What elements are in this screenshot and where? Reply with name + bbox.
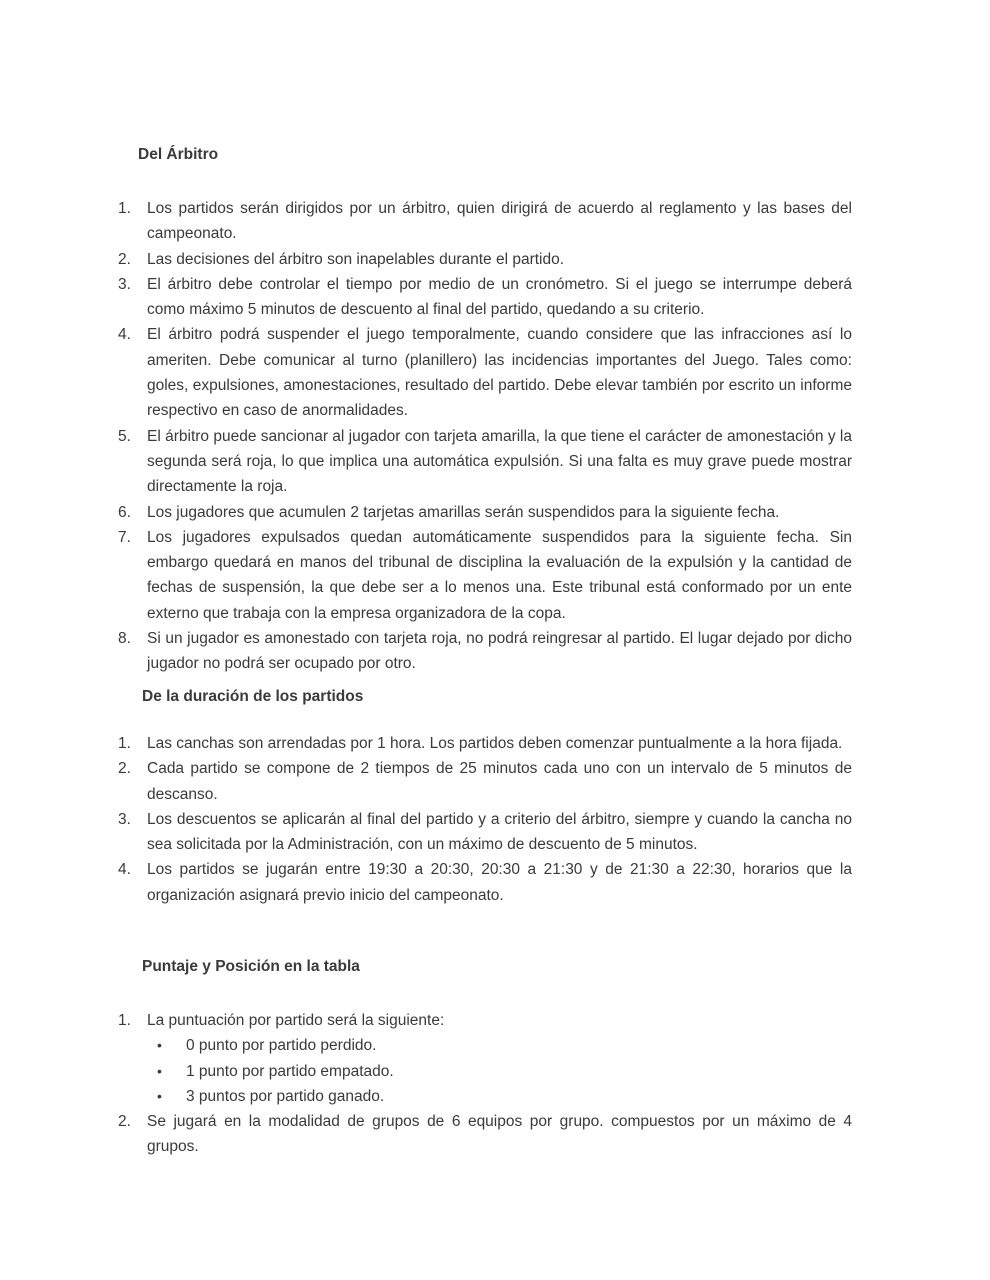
bullet-icon: • <box>157 1087 162 1104</box>
list-item-number: 8. <box>118 630 131 648</box>
list-item-text: Los partidos serán dirigidos por un árbitro, quien dirigirá de acuerdo al reglamento y las bases del campeonato. <box>147 200 852 243</box>
list-item <box>0 525 852 626</box>
list-item-number: 4. <box>118 326 131 344</box>
numbered-list-arbitro <box>0 196 990 677</box>
bullet-item-text: 3 puntos por partido ganado. <box>186 1087 385 1105</box>
list-item-text: Las decisiones del árbitro son inapelables durante el partido. <box>147 250 565 268</box>
list-item <box>0 1109 852 1160</box>
list-item <box>0 322 852 423</box>
list-item <box>0 857 852 908</box>
bullet-item-text: 0 punto por partido perdido. <box>186 1037 377 1055</box>
list-item-number: 6. <box>118 503 131 521</box>
bullet-icon: • <box>157 1037 162 1054</box>
bullet-item <box>147 1033 852 1058</box>
list-item-text: Los jugadores que acumulen 2 tarjetas amarillas serán suspendidos para la siguiente fecha. <box>147 503 780 521</box>
list-item-text: Si un jugador es amonestado con tarjeta roja, no podrá reingresar al partido. El lugar dejado por dicho jugador no podrá ser ocupado por otro. <box>147 630 852 673</box>
list-item-number: 1. <box>118 1012 131 1029</box>
list-item <box>0 424 852 500</box>
list-item-number: 2. <box>118 250 131 268</box>
list-item <box>0 1008 852 1109</box>
list-item-text: Los descuentos se aplicarán al final del partido y a criterio del árbitro, siempre y cuando la cancha no sea solicitada por la Administración, con un máximo de descuento de 5 minutos. <box>147 810 852 854</box>
bullet-list-puntuacion <box>147 1033 852 1109</box>
list-item <box>0 731 852 756</box>
list-item-text: El árbitro debe controlar el tiempo por medio de un cronómetro. Si el juego se interrumpe deberá como máximo 5 minutos de descuento al final del partido, quedando a su criterio. <box>147 275 852 319</box>
list-item <box>0 196 852 247</box>
bullet-item-text: 1 punto por partido empatado. <box>186 1062 394 1080</box>
list-item <box>0 500 852 525</box>
list-item-text: La puntuación por partido será la siguiente: <box>147 1012 445 1029</box>
numbered-list-duracion <box>0 731 990 908</box>
list-item-text: El árbitro podrá suspender el juego temporalmente, cuando considere que las infracciones así lo ameriten. Debe comunicar al turno (planillero) las incidencias importantes del Juego. Tales como: goles, expulsiones, amonestaciones, resultado del partido. Debe elevar también por escrito un informe respectivo en caso de anormalidades. <box>147 326 852 420</box>
list-item-number: 4. <box>118 861 131 879</box>
list-item-text: Cada partido se compone de 2 tiempos de 25 minutos cada uno con un intervalo de 5 minutos de descanso. <box>147 760 852 803</box>
list-item-text: Se jugará en la modalidad de grupos de 6 equipos por grupo. compuestos por un máximo de 4 grupos. <box>147 1113 852 1156</box>
list-item <box>0 756 852 807</box>
list-item <box>0 272 852 323</box>
bullet-item <box>147 1084 852 1109</box>
list-item-number: 2. <box>118 1113 131 1131</box>
list-item-text: Las canchas son arrendadas por 1 hora. Los partidos deben comenzar puntualmente a la hora fijada. <box>147 735 843 752</box>
list-item-text: Los jugadores expulsados quedan automáticamente suspendidos para la siguiente fecha. Sin embargo quedará en manos del tribunal de disciplina la evaluación de la expulsión y la cantidad de fechas de suspensión, la que debe ser a lo menos una. Este tribunal está conformado por un ente externo que trabaja con la empresa organizadora de la copa. <box>147 528 852 622</box>
list-item-number: 3. <box>118 810 131 828</box>
list-item-number: 7. <box>118 528 131 546</box>
list-item-number: 3. <box>118 275 131 293</box>
list-item-number: 1. <box>118 735 131 752</box>
list-item-number: 2. <box>118 760 131 778</box>
section-heading-del-arbitro: Del Árbitro <box>138 146 219 163</box>
list-item <box>0 807 852 858</box>
bullet-item <box>147 1059 852 1084</box>
section-heading-puntaje-posicion: Puntaje y Posición en la tabla <box>142 958 360 975</box>
section-heading-duracion-partidos: De la duración de los partidos <box>142 688 364 705</box>
bullet-icon: • <box>157 1062 162 1079</box>
list-item <box>0 247 852 272</box>
numbered-list-puntaje <box>0 1008 990 1160</box>
list-item <box>0 626 852 677</box>
list-item-text: Los partidos se jugarán entre 19:30 a 20:30, 20:30 a 21:30 y de 21:30 a 22:30, horarios que la organización asignará previo inicio del campeonato. <box>147 861 852 904</box>
list-item-text: El árbitro puede sancionar al jugador con tarjeta amarilla, la que tiene el carácter de amonestación y la segunda será roja, lo que implica una automática expulsión. Si una falta es muy grave puede mostrar directamente la roja. <box>147 427 852 496</box>
list-item-number: 1. <box>118 200 131 217</box>
list-item-number: 5. <box>118 427 131 445</box>
